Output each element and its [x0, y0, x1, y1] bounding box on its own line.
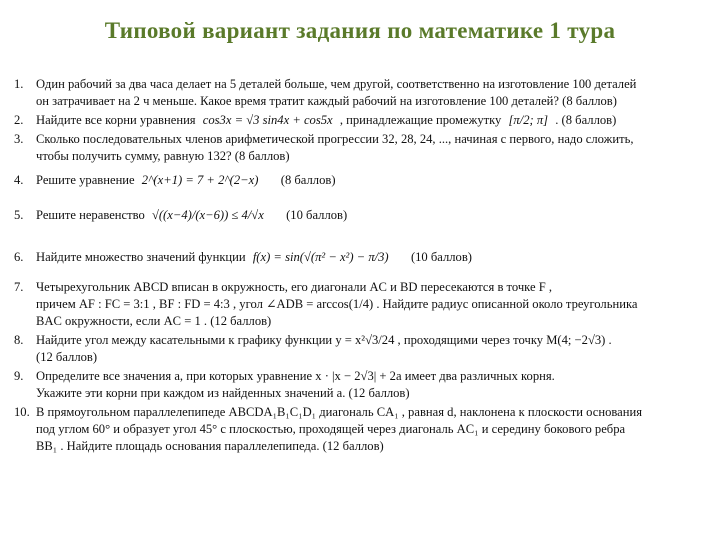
task-points: (10 баллов)	[286, 208, 348, 222]
task-text: Четырехугольник ABCD вписан в окружность, его диагонали AC и BD пересекаются в точке F ,	[36, 280, 553, 294]
task-text: Решите уравнение	[36, 173, 135, 187]
task-number: 5.	[14, 208, 24, 222]
task-text: Сколько последовательных членов арифметической прогрессии 32, 28, 24, ..., начиная с первого, надо сложить,	[36, 132, 634, 146]
task-points: . (8 баллов)	[555, 113, 617, 127]
task-text: под углом 60° и образует угол 45° с плоскостью, проходящей через диагональ AC₁ и середину бокового ребра	[36, 422, 626, 436]
task-number: 4.	[14, 173, 24, 187]
task-text: (12 баллов)	[36, 350, 98, 364]
task-points: (8 баллов)	[280, 173, 336, 187]
task-text: , принадлежащие промежутку	[339, 113, 502, 127]
task-10	[14, 404, 704, 455]
task-number: 9.	[14, 369, 24, 383]
task-7	[14, 279, 704, 330]
task-text: BAC окружности, если AC = 1 . (12 баллов)	[36, 314, 272, 328]
task-number: 2.	[14, 113, 24, 127]
task-number: 8.	[14, 333, 24, 347]
task-3	[14, 131, 704, 165]
task-1	[14, 76, 704, 110]
task-text: Решите неравенство	[36, 208, 145, 222]
task-text: чтобы получить сумму, равную 132? (8 баллов)	[36, 149, 290, 163]
task-text: Укажите эти корни при каждом из найденных значений a. (12 баллов)	[36, 386, 410, 400]
task-equation: f(x) = sin(√(π² − x²) − π/3)	[252, 250, 389, 264]
task-number: 10.	[14, 405, 30, 419]
task-number: 6.	[14, 250, 24, 264]
task-6	[14, 237, 704, 277]
task-text: Найдите множество значений функции	[36, 250, 246, 264]
task-2	[14, 112, 704, 129]
task-9	[14, 368, 704, 402]
task-5	[14, 195, 704, 235]
task-text: он затрачивает на 2 ч меньше. Какое время тратит каждый рабочий на изготовление 100 деталей? (8 баллов)	[36, 94, 617, 108]
task-text: Определите все значения a, при которых уравнение x · |x − 2√3| + 2a имеет два различных корня.	[36, 369, 555, 383]
task-8	[14, 332, 704, 366]
task-equation: 2^(x+1) = 7 + 2^(2−x)	[141, 173, 259, 187]
task-equation: cos3x = √3 sin4x + cos5x	[202, 113, 333, 127]
task-points: (10 баллов)	[410, 250, 472, 264]
task-text: Найдите угол между касательными к графику функции y = x²√3/24 , проходящими через точку M(4; −2√3) .	[36, 333, 612, 347]
task-text: В прямоугольном параллелепипеде ABCDA₁B₁C₁D₁ диагональ CA₁ , равная d, наклонена к плоскости основания	[36, 405, 643, 419]
task-list	[14, 76, 704, 457]
task-number: 3.	[14, 132, 24, 146]
task-text: причем AF : FC = 3:1 , BF : FD = 4:3 , угол ∠ADB = arccos(1/4) . Найдите радиус описанной около треугольника	[36, 297, 638, 311]
task-number: 7.	[14, 280, 24, 294]
task-text: Один рабочий за два часа делает на 5 деталей больше, чем другой, соответственно на изготовление 100 деталей	[36, 77, 637, 91]
task-equation: √((x−4)/(x−6)) ≤ 4/√x	[151, 208, 264, 222]
task-number: 1.	[14, 77, 24, 91]
task-4	[14, 167, 704, 193]
task-text: Найдите все корни уравнения	[36, 113, 196, 127]
task-interval: [π/2; π]	[508, 113, 549, 127]
page-title: Типовой вариант задания по математике 1 тура	[104, 18, 616, 43]
task-text: BB₁ . Найдите площадь основания параллелепипеда. (12 баллов)	[36, 439, 384, 453]
